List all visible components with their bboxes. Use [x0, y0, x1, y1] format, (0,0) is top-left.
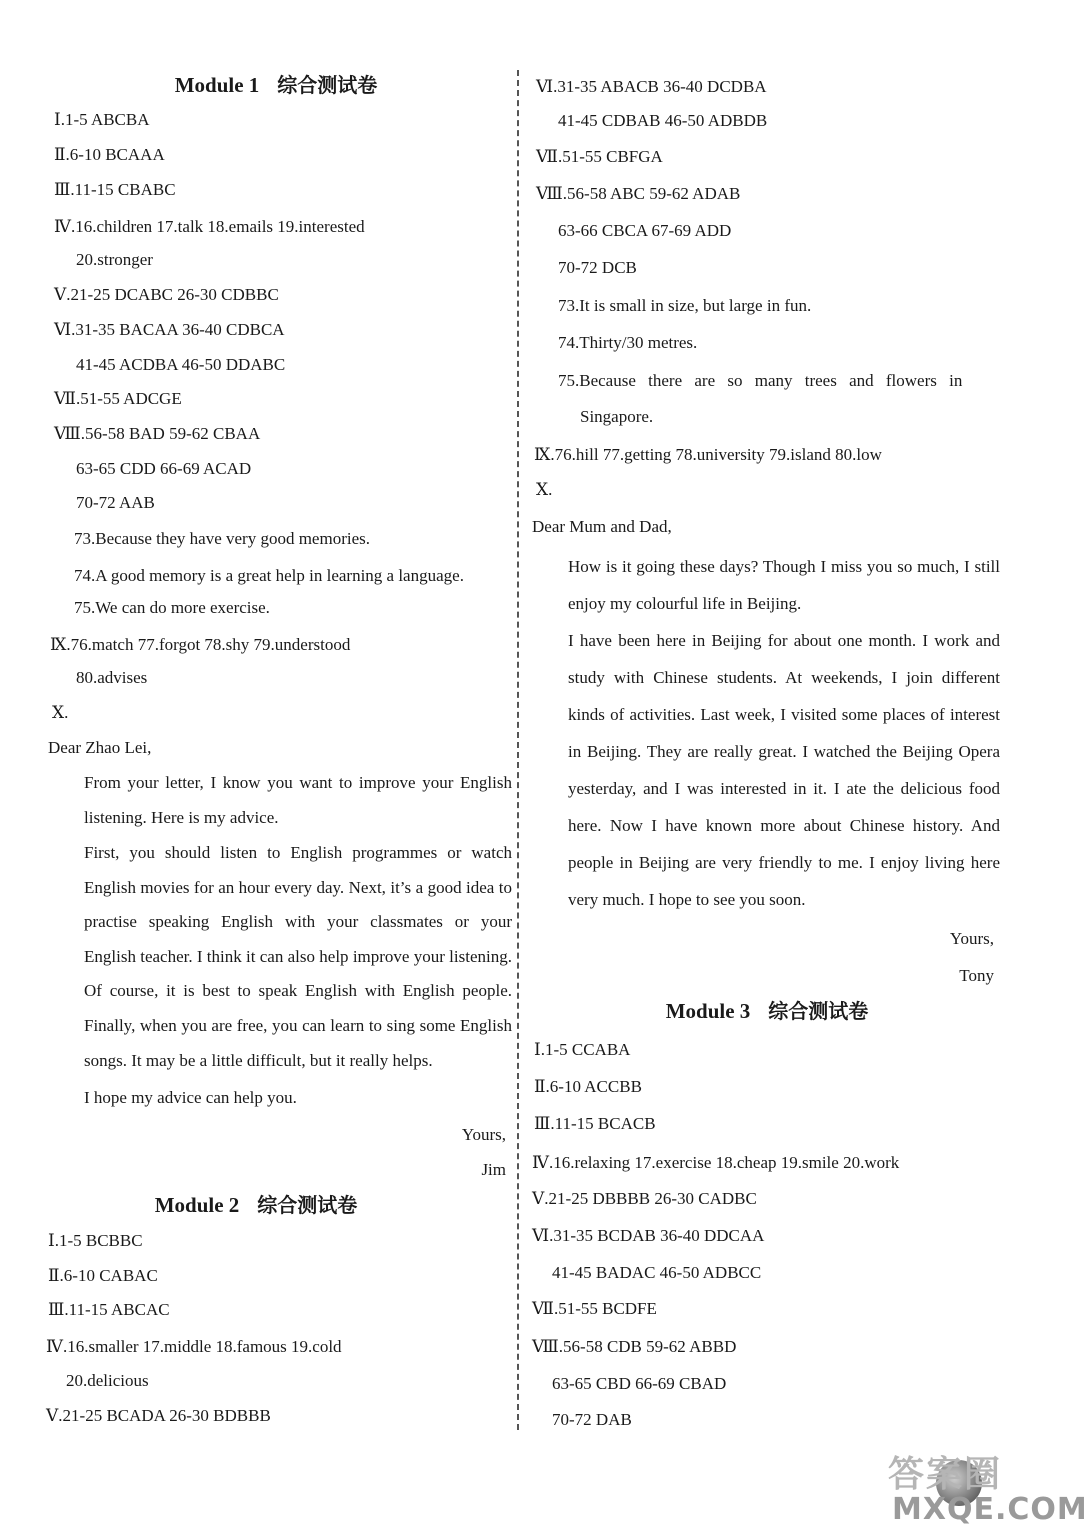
module2-title: Module 2 [154, 1193, 240, 1217]
m1-line-16: Ⅸ.76.match 77.forgot 78.shy 79.understood [50, 635, 351, 654]
m1-line-9: Ⅶ.51-55 ADCGE [54, 389, 182, 408]
m1-line-17: 80.advises [76, 668, 148, 687]
m3-line-2: Ⅱ.6-10 ACCBB [534, 1077, 642, 1096]
m3-line-1: Ⅰ.1-5 CCABA [534, 1040, 631, 1059]
m2c-letter-signature: Tony [959, 966, 994, 985]
m2c-line-10: Singapore. [580, 407, 654, 426]
m1-letter-para2-text: First, you should listen to English programmes or watch English movies for an hour every day. Next, it’s a good idea to practise speaking English with your classmates or your English teacher. I think it can also help improve your listening. Of course, it is best to speak English with English people. Finally, when you are free, you can learn to sing some English songs. It may be a little difficult, but it really helps. [84, 843, 512, 1070]
m2c-letter-para2 [532, 622, 1000, 918]
m1-line-13: 73.Because they have very good memories. [74, 529, 370, 548]
module2-heading [40, 1190, 472, 1220]
m2c-line-6: 70-72 DCB [558, 258, 637, 277]
m2c-line-11: Ⅸ.76.hill 77.getting 78.university 79.island 80.low [534, 445, 882, 464]
m3-line-9: Ⅷ.56-58 CDB 59-62 ABBD [532, 1337, 737, 1356]
m3-line-8: Ⅶ.51-55 BCDFE [532, 1299, 657, 1318]
m2c-line-3: Ⅶ.51-55 CBFGA [536, 147, 663, 166]
m2-line-3: Ⅲ.11-15 ABCAC [48, 1300, 170, 1319]
m1-line-7: Ⅵ.31-35 BACAA 36-40 CDBCA [54, 320, 285, 339]
m2-line-4: Ⅳ.16.smaller 17.middle 18.famous 19.cold [46, 1337, 342, 1356]
m1-line-1: Ⅰ.1-5 ABCBA [54, 110, 150, 129]
m2c-letter-para1 [532, 548, 1000, 622]
m2c-letter-para1-text: How is it going these days? Though I miss you so much, I still enjoy my colourful life in Beijing. [568, 557, 1000, 613]
m2c-line-7: 73.It is small in size, but large in fun. [558, 296, 812, 315]
site-watermark [880, 1440, 1088, 1536]
m1-letter-closing: Yours, [461, 1125, 506, 1144]
m3-line-11: 70-72 DAB [552, 1410, 632, 1429]
m3-line-5: Ⅴ.21-25 DBBBB 26-30 CADBC [532, 1189, 757, 1208]
m1-letter-para3: I hope my advice can help you. [84, 1088, 297, 1107]
m1-line-4: Ⅳ.16.children 17.talk 18.emails 19.interested [54, 217, 365, 236]
m3-line-4: Ⅳ.16.relaxing 17.exercise 18.cheap 19.smile 20.work [532, 1153, 900, 1172]
module3-title: Module 3 [665, 999, 751, 1023]
m2c-letter-salutation: Dear Mum and Dad, [532, 517, 672, 536]
m1-line-12: 70-72 AAB [76, 493, 155, 512]
module1-heading [40, 70, 512, 100]
m1-line-2: Ⅱ.6-10 BCAAA [54, 145, 165, 164]
m3-line-3: Ⅲ.11-15 BCACB [534, 1114, 656, 1133]
m1-letter-para1 [48, 766, 512, 835]
m1-line-14: 74.A good memory is a great help in learning a language. [74, 566, 464, 585]
m2-line-6: Ⅴ.21-25 BCADA 26-30 BDBBB [46, 1406, 271, 1425]
m2-line-2: Ⅱ.6-10 CABAC [48, 1266, 158, 1285]
m1-line-8: 41-45 ACDBA 46-50 DDABC [76, 355, 286, 374]
m3-line-6: Ⅵ.31-35 BCDAB 36-40 DDCAA [532, 1226, 765, 1245]
module1-title-cn: 综合测试卷 [277, 73, 378, 97]
m2c-line-1: Ⅵ.31-35 ABACB 36-40 DCDBA [536, 77, 767, 96]
m1-line-5: 20.stronger [76, 250, 153, 269]
m2c-letter-closing: Yours, [949, 929, 994, 948]
m1-letter-signature: Jim [481, 1160, 506, 1179]
m2c-line-5: 63-66 CBCA 67-69 ADD [558, 221, 732, 240]
watermark-top-text: 答案圈 [888, 1454, 1003, 1495]
watermark-url-text: MXQE.COM [892, 1492, 1088, 1527]
m2c-line-2: 41-45 CDBAB 46-50 ADBDB [558, 111, 768, 130]
m2c-letter-para2-text: I have been here in Beijing for about one month. I work and study with Chinese students. At weekends, I join different kinds of activities. Last week, I visited some places of interest in Beijing. They are really great. I watched the Beijing Opera yesterday, and I was interested in it. I ate the delicious food here. Now I have known more about Chinese history. And people in Beijing are very friendly to me. I enjoy living here very much. I hope to see you soon. [568, 631, 1000, 909]
module3-heading [528, 996, 1006, 1026]
module3-title-cn: 综合测试卷 [768, 999, 869, 1023]
module2-title-cn: 综合测试卷 [257, 1193, 358, 1217]
m1-letter-para1-text: From your letter, I know you want to improve your English listening. Here is my advice. [84, 773, 512, 827]
m2c-line-8: 74.Thirty/30 metres. [558, 333, 698, 352]
m2-line-1: Ⅰ.1-5 BCBBC [48, 1231, 143, 1250]
m1-line-18: Ⅹ. [52, 703, 69, 722]
m1-line-11: 63-65 CDD 66-69 ACAD [76, 459, 252, 478]
m2c-line-9: 75.Because there are so many trees and flowers in [558, 371, 963, 390]
m2c-line-4: Ⅷ.56-58 ABC 59-62 ADAB [536, 184, 741, 203]
m1-line-10: Ⅷ.56-58 BAD 59-62 CBAA [54, 424, 261, 443]
m1-line-15: 75.We can do more exercise. [74, 598, 270, 617]
m1-letter-para2 [48, 836, 512, 1078]
m2c-line-12: Ⅹ. [536, 480, 553, 499]
m1-letter-salutation: Dear Zhao Lei, [48, 738, 152, 757]
m3-line-10: 63-65 CBD 66-69 CBAD [552, 1374, 727, 1393]
m2-line-5: 20.delicious [66, 1371, 149, 1390]
column-divider [517, 70, 519, 1430]
m1-line-3: Ⅲ.11-15 CBABC [54, 180, 176, 199]
m1-line-6: Ⅴ.21-25 DCABC 26-30 CDBBC [54, 285, 279, 304]
m3-line-7: 41-45 BADAC 46-50 ADBCC [552, 1263, 762, 1282]
module1-title: Module 1 [174, 73, 260, 97]
